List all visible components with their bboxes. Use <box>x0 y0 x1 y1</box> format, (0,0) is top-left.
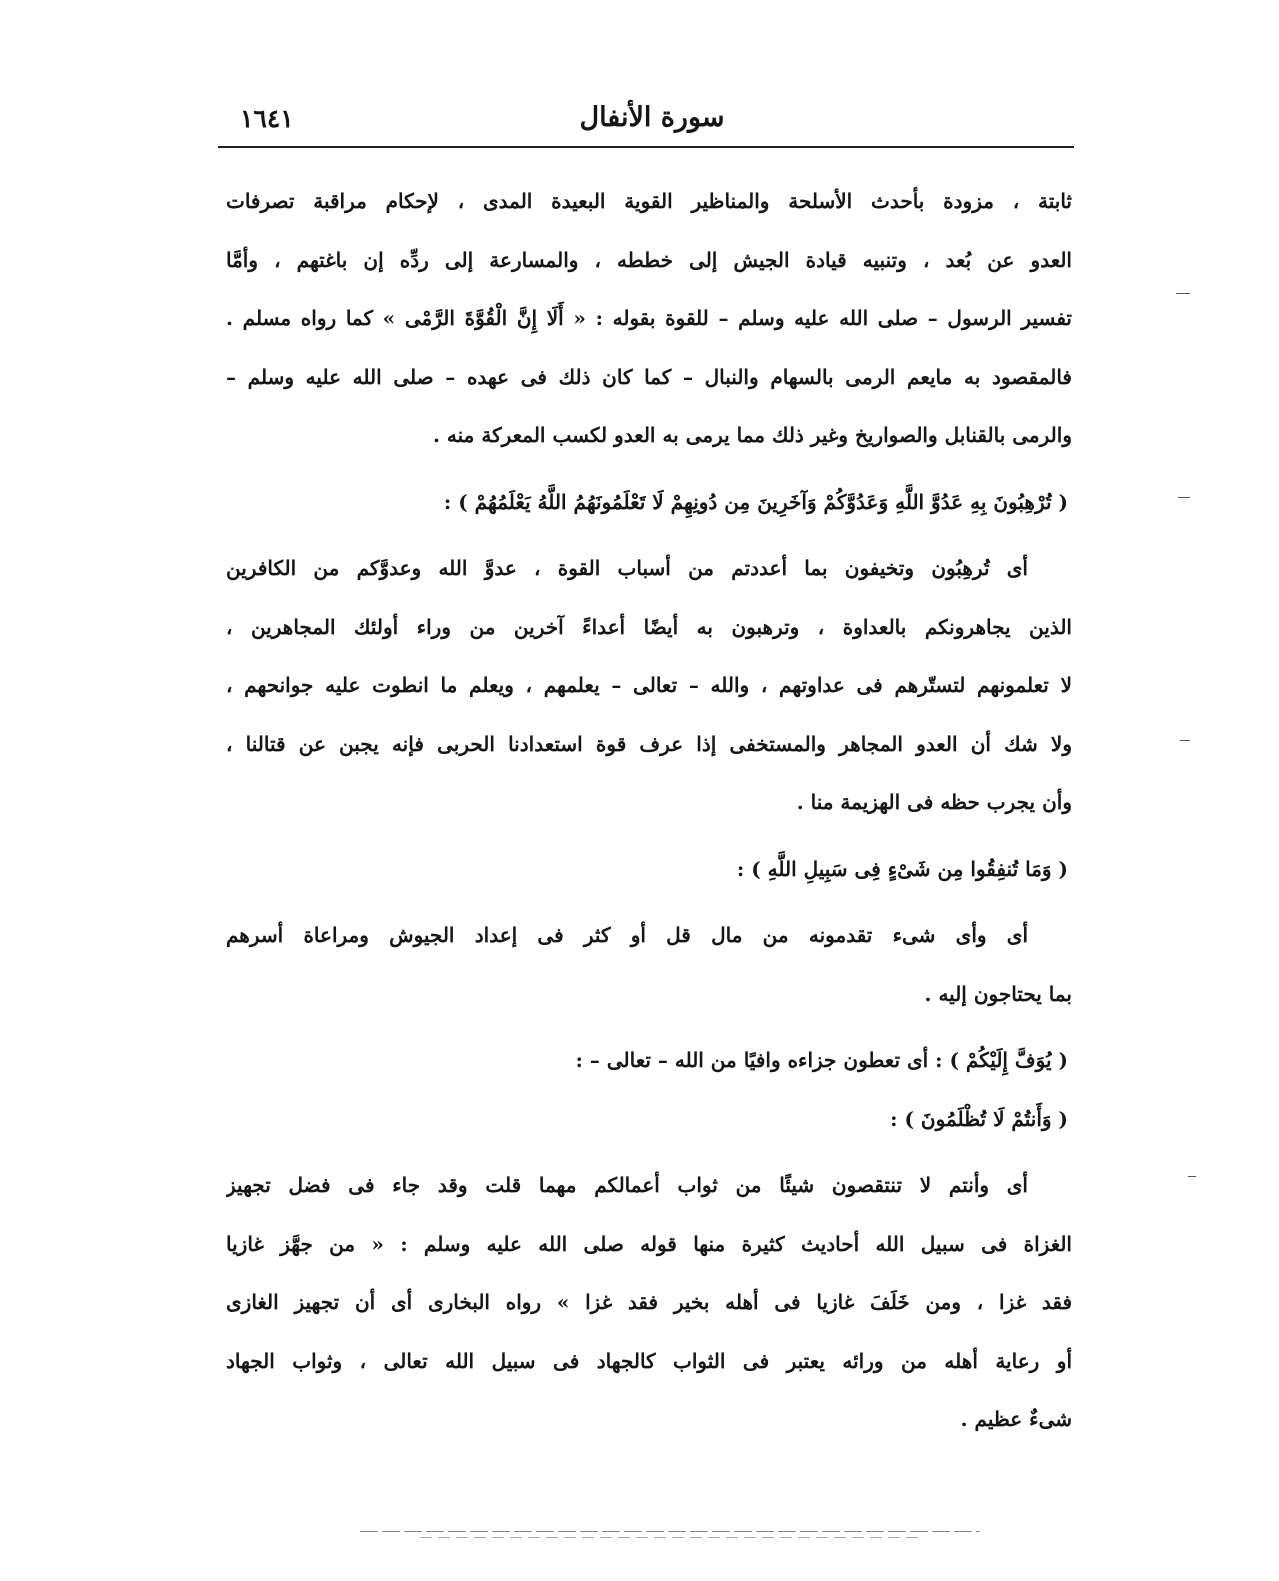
spacer <box>226 832 1072 840</box>
verse-line: ( يُوَفَّ إِلَيْكُمْ ) : أى تعطون جزاءه وافيًا من الله – تعالى – : <box>575 1048 1068 1072</box>
text-line: فالمقصود به مايعم الرمى بالسهام والنبال – كما كان ذلك فى عهده – صلى الله عليه وسلم – <box>226 364 1072 389</box>
text-line: شىءٌ عظيم . <box>960 1407 1072 1431</box>
scan-mark <box>1176 293 1190 294</box>
spacer <box>226 898 1072 906</box>
verse-line: ( وَأَنتُمْ لَا تُظْلَمُونَ ) : <box>890 1106 1068 1131</box>
verse-line: ( تُرْهِبُونَ بِهِ عَدُوَّ اللَّهِ وَعَدُوَّكُمْ وَآخَرِينَ مِن دُونِهِمْ لَا تَعْلَمُونَهُمُ اللَّهُ يَعْلَمُهُمْ ) : <box>443 489 1068 514</box>
spacer <box>226 1148 1072 1156</box>
page-number: ١٦٤١ <box>240 104 294 133</box>
text-line: العدو عن بُعد ، وتنبيه قيادة الجيش إلى خططه ، والمسارعة إلى ردِّه إن باغتهم ، وأمَّا <box>226 247 1072 272</box>
footer-rule <box>420 1537 920 1538</box>
spacer <box>226 1023 1072 1031</box>
text-line: الذين يجاهرونكم بالعداوة ، وترهبون به أيضًا أعداءً آخرين من وراء أولئك المجاهرين ، <box>226 614 1072 639</box>
text-line: لا تعلمونهم لتستّرهم فى عداوتهم ، والله – تعالى – يعلمهم ، ويعلم ما انطوت عليه جوانحهم ، <box>226 673 1072 697</box>
scan-mark <box>1178 497 1190 498</box>
scan-mark <box>1188 1176 1196 1177</box>
text-line: ولا شك أن العدو المجاهر والمستخفى إذا عرف قوة استعدادنا الحربى فإنه يجبن عن قتالنا ، <box>226 731 1072 756</box>
text-line: فقد غزا ، ومن خَلَفَ غازيا فى أهله بخير فقد غزا » رواه البخارى أى أن تجهيز الغازى <box>226 1290 1072 1314</box>
text-line: أى وأنتم لا تنتقصون شيئًا من ثواب أعمالكم مهما قلت وقد جاء فى فضل تجهيز <box>226 1173 1028 1197</box>
header-rule <box>218 146 1074 148</box>
text-line: ثابتة ، مزودة بأحدث الأسلحة والمناظير القوية البعيدة المدى ، لإحكام مراقبة تصرفات <box>226 189 1072 213</box>
text-line: تفسير الرسول – صلى الله عليه وسلم – للقوة بقوله : « أَلَا إِنَّ الْقُوَّةَ الرَّمْى » كما رواه مسلم . <box>226 306 1072 330</box>
footer-rule <box>360 1531 980 1532</box>
spacer <box>226 465 1072 473</box>
scan-mark <box>1180 740 1190 741</box>
text-line: أو رعاية أهله من ورائه يعتبر فى الثواب كالجهاد فى سبيل الله تعالى ، وثواب الجهاد <box>226 1348 1072 1373</box>
text-line: بما يحتاجون إليه . <box>924 981 1072 1006</box>
running-title: سورة الأنفال <box>579 102 725 133</box>
page-header <box>222 96 1072 142</box>
text-line: أى وأى شىء تقدمونه من مال قل أو كثر فى إعداد الجيوش ومراعاة أسرهم <box>226 923 1028 947</box>
text-line: وأن يجرب حظه فى الهزيمة منا . <box>796 790 1072 814</box>
spacer <box>226 531 1072 539</box>
text-line: الغزاة فى سبيل الله أحاديث كثيرة منها قوله صلى الله عليه وسلم : « من جهَّز غازيا <box>226 1231 1072 1256</box>
text-line: والرمى بالقنابل والصواريخ وغير ذلك مما يرمى به العدو لكسب المعركة منه . <box>432 423 1072 447</box>
text-line: أى تُرهِبُون وتخيفون بما أعددتم من أسباب القوة ، عدوَّ الله وعدوَّكم من الكافرين <box>226 556 1028 580</box>
body-text <box>226 172 1072 1449</box>
verse-line: ( وَمَا تُنفِقُوا مِن شَىْءٍ فِى سَبِيلِ اللَّهِ ) : <box>736 856 1068 881</box>
